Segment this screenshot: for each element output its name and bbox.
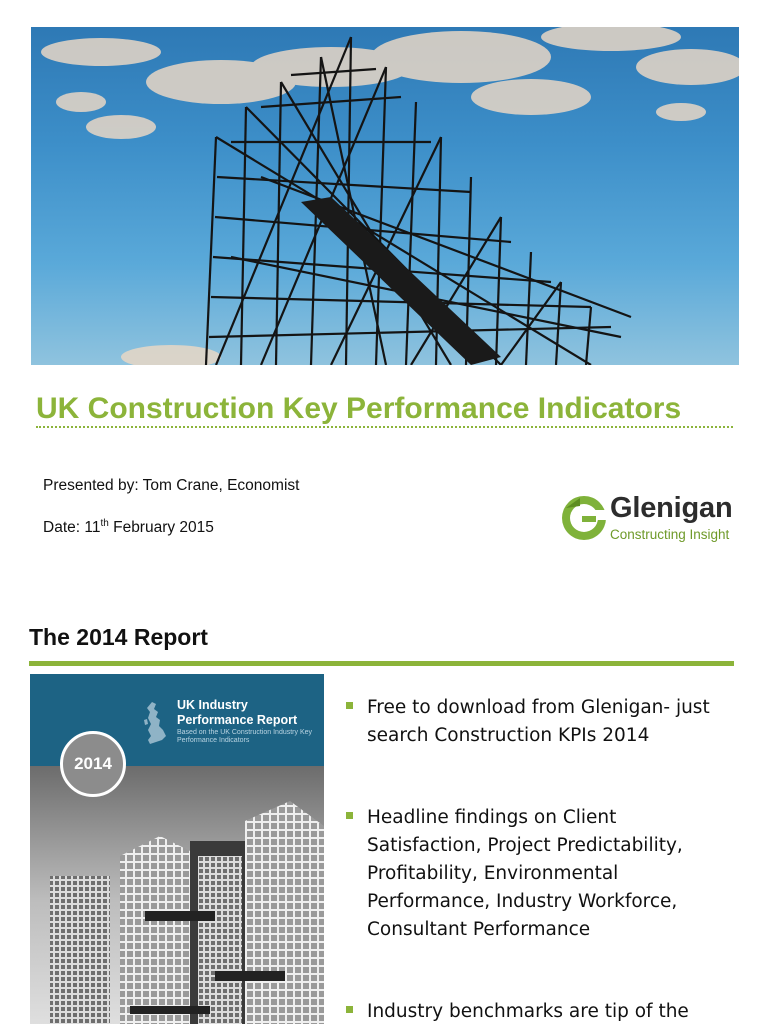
uk-map-icon xyxy=(142,700,168,746)
date-line xyxy=(43,519,214,537)
heading-rule xyxy=(29,661,734,666)
presenter-line: Presented by: Tom Crane, Economist xyxy=(43,477,300,494)
bullet-text: Headline findings on Client Satisfaction, Project Predictability, Profitability, Environmental Performance, Industry Workforce, Consultant Performance xyxy=(367,807,683,940)
date-prefix: Date: 11 xyxy=(43,519,101,536)
report-heading: The 2014 Report xyxy=(29,624,208,650)
cover-title: UK Industry Performance Report xyxy=(177,698,298,727)
green-square-icon xyxy=(346,1006,353,1013)
cover-building-photo xyxy=(30,766,324,1024)
report-cover-image xyxy=(30,674,324,1024)
glenigan-logo xyxy=(560,492,744,548)
bullet-text: Free to download from Glenigan- just search Construction KPIs 2014 xyxy=(367,697,710,746)
logo-tagline: Constructing Insight xyxy=(610,527,730,542)
date-suffix: February 2015 xyxy=(108,519,214,536)
green-square-icon xyxy=(346,702,353,709)
title-divider xyxy=(36,426,733,428)
cover-subtitle: Based on the UK Construction Industry Key Performance Indicators xyxy=(177,729,313,744)
scaffolding-photo xyxy=(31,27,739,365)
slide-title: UK Construction Key Performance Indicators xyxy=(36,392,682,425)
date-ordinal: th xyxy=(100,517,109,529)
bullet-text: Industry benchmarks are tip of the xyxy=(367,1001,689,1022)
hero-scaffolding-image xyxy=(31,27,739,365)
green-square-icon xyxy=(346,812,353,819)
logo-name: Glenigan xyxy=(610,492,733,524)
cover-year-badge: 2014 xyxy=(60,731,126,797)
glenigan-g-icon xyxy=(560,494,608,542)
